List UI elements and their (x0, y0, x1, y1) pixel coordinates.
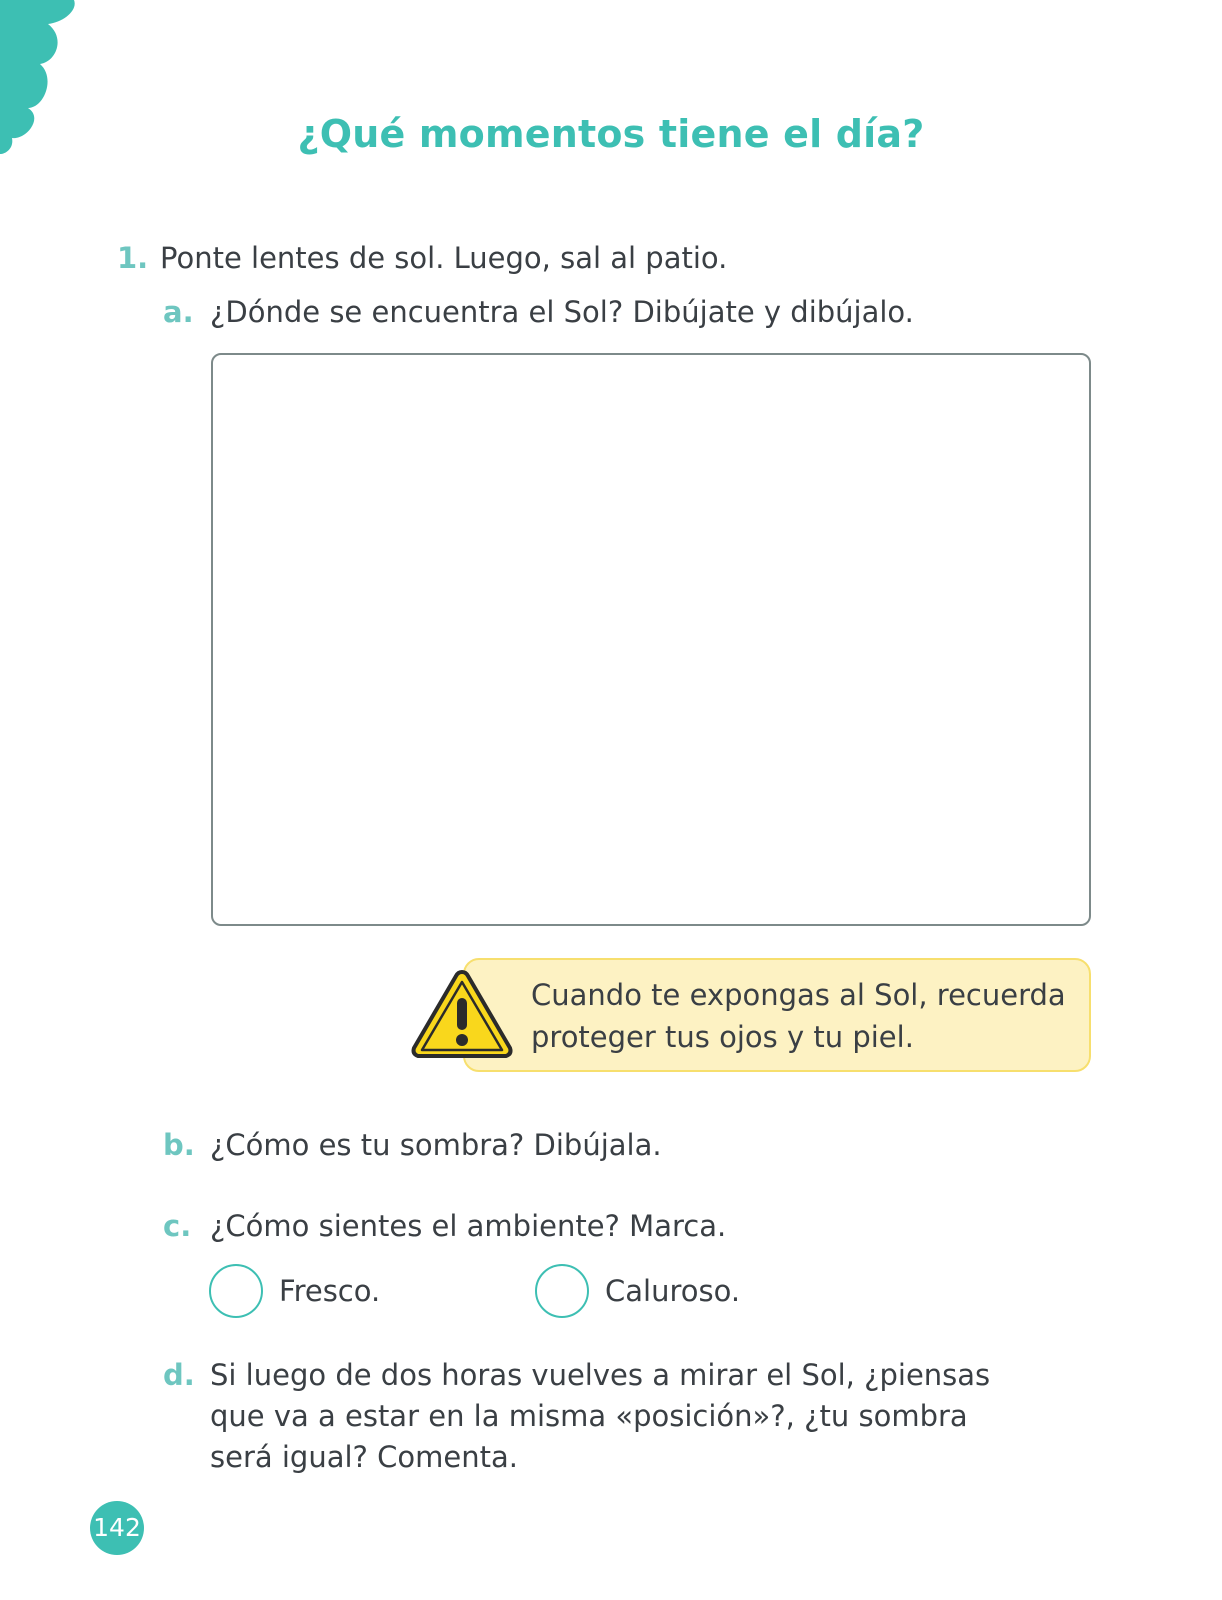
option-fresco-circle[interactable] (209, 1264, 263, 1318)
question-c-letter: c. (163, 1209, 192, 1243)
question-b-letter: b. (163, 1128, 195, 1162)
option-fresco-label: Fresco. (279, 1274, 381, 1308)
warning-triangle-icon (410, 968, 514, 1060)
question-c-text: ¿Cómo sientes el ambiente? Marca. (210, 1209, 727, 1243)
option-caluroso-label: Caluroso. (605, 1274, 741, 1308)
warning-text: Cuando te expongas al Sol, recuerda proteger tus ojos y tu piel. (531, 978, 1066, 1054)
drawing-area[interactable] (211, 353, 1091, 926)
page-number: 142 (90, 1501, 144, 1555)
option-caluroso-circle[interactable] (535, 1264, 589, 1318)
page-title: ¿Qué momentos tiene el día? (297, 112, 925, 156)
question-a (163, 292, 914, 332)
question-d-letter: d. (163, 1358, 195, 1392)
question-1-number: 1. (117, 241, 149, 275)
question-d (163, 1355, 1043, 1478)
question-d-text: Si luego de dos horas vuelves a mirar el Sol, ¿piensas que va a estar en la misma «posición»?, ¿tu sombra será igual? Comenta. (210, 1358, 991, 1474)
question-b (163, 1125, 662, 1165)
question-1 (117, 238, 727, 278)
question-c (163, 1206, 726, 1246)
option-caluroso[interactable] (535, 1262, 740, 1320)
question-a-text: ¿Dónde se encuentra el Sol? Dibújate y dibújalo. (210, 295, 914, 329)
warning-callout (463, 958, 1091, 1072)
question-1-text: Ponte lentes de sol. Luego, sal al patio. (160, 241, 728, 275)
question-a-letter: a. (163, 295, 194, 329)
question-b-text: ¿Cómo es tu sombra? Dibújala. (210, 1128, 662, 1162)
option-fresco[interactable] (209, 1262, 380, 1320)
